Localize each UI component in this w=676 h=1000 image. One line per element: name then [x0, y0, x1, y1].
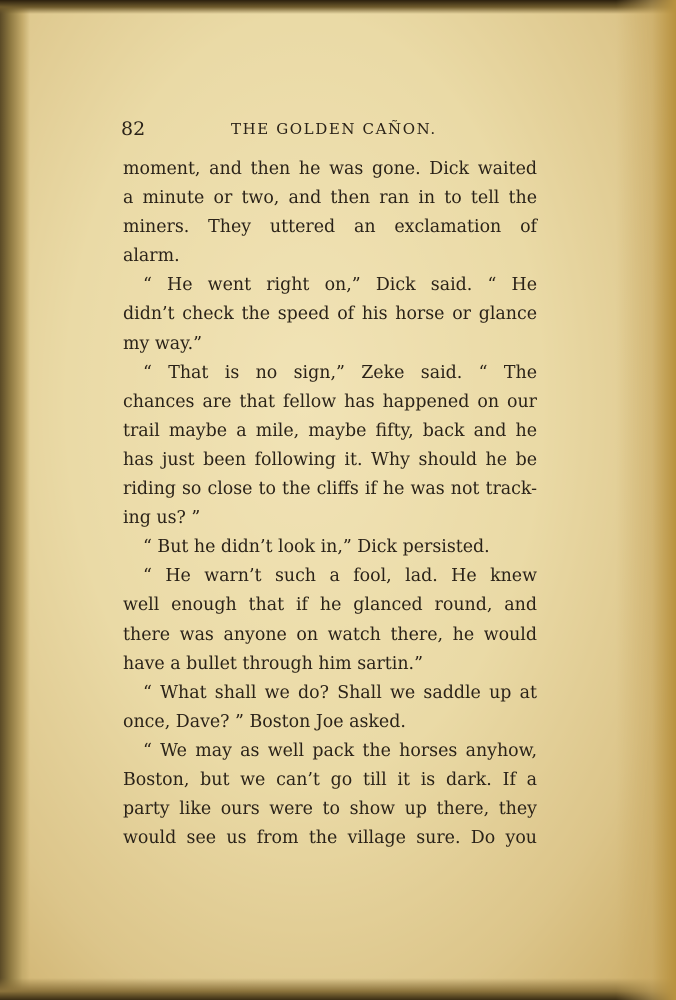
text-line: trail maybe a mile, maybe fifty, back and he — [123, 420, 537, 441]
text-line: didn’t check the speed of his horse or glance — [123, 304, 537, 325]
text-line: ing us? ” — [123, 508, 201, 529]
body-text — [123, 155, 537, 853]
text-line: once, Dave? ” Boston Joe asked. — [123, 711, 406, 732]
text-line: my way.” — [123, 333, 203, 354]
text-line: moment, and then he was gone. Dick waited — [123, 159, 537, 179]
text-line: “ He went right on,” Dick said. “ He — [143, 275, 537, 296]
text-line: has just been following it. Why should he be — [123, 449, 537, 470]
text-line: “ That is no sign,” Zeke said. “ The — [143, 362, 537, 383]
running-title: THE GOLDEN CAÑON. — [231, 120, 437, 138]
text-line: have a bullet through him sartin.” — [123, 653, 423, 674]
text-line: alarm. — [123, 246, 180, 267]
text-line: “ We may as well pack the horses anyhow, — [143, 740, 537, 761]
text-line: “ But he didn’t look in,” Dick persisted. — [143, 537, 490, 558]
text-line: chances are that fellow has happened on our — [123, 391, 537, 412]
text-line: “ What shall we do? Shall we saddle up at — [143, 682, 537, 703]
text-line: “ He warn’t such a fool, lad. He knew — [143, 566, 537, 587]
page-top-shadow — [0, 0, 676, 14]
text-line: riding so close to the cliffs if he was not track- — [123, 479, 537, 500]
page-header — [121, 118, 541, 142]
page-number: 82 — [121, 118, 146, 140]
text-line: there was anyone on watch there, he would — [123, 624, 537, 645]
text-line: Boston, but we can’t go till it is dark. If a — [123, 769, 537, 790]
page-bottom-shadow — [0, 978, 676, 1000]
text-line: miners. They uttered an exclamation of — [123, 217, 537, 238]
text-line: a minute or two, and then ran in to tell the — [123, 188, 537, 209]
text-line: would see us from the village sure. Do you — [123, 828, 537, 849]
text-line: party like ours were to show up there, they — [123, 799, 537, 820]
text-line: well enough that if he glanced round, and — [123, 595, 537, 616]
